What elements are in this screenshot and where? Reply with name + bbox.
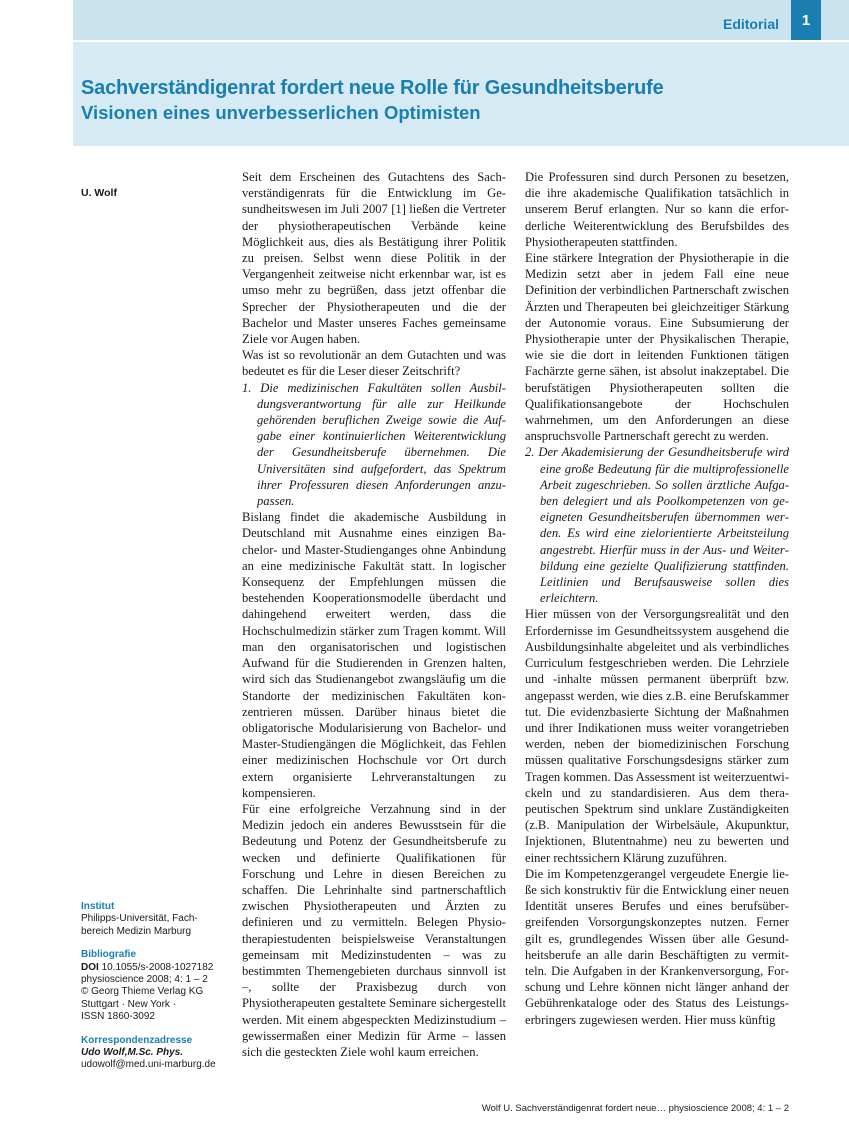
body-paragraph: Eine stärkere Integration der Physiotherapie in die Medizin setzt aber in jedem Fall eine neue Definition der verbindlichen Partnerschaft zwischen Ärzten und Therapeuten bei gleichzeitiger Stärkung der Autonomie voraus. Eine Subsumierung der Physiotherapie unter der Physikalischen Therapie, wie sie die dort in leitenden Funktionen tätigen Fachärzte gerne sähen, ist absolut inakzeptabel. Die berufstätigen Physiotherapeuten sollten die Qualifikationsangebote der Hochschulen wahrnehmen, um den Anforderungen an diese anspruchsvolle Partnerschaft gerecht zu werden. bbox=[525, 251, 789, 444]
doi-line bbox=[81, 962, 231, 974]
running-footer: Wolf U. Sachverständigenrat fordert neue… physioscience 2008; 4: 1 – 2 bbox=[481, 1103, 789, 1114]
correspondence-name: Udo Wolf,M.Sc. Phys. bbox=[81, 1047, 184, 1059]
thesis-list bbox=[525, 444, 789, 606]
body-paragraph: Hier müssen von der Versorgungsrealität und den Erfordernisse im Gesundheitssystem ausgehend die Ausbildungsinhalte abgeleitet und als verbindliches Curriculum festgeschrieben werden. Die Lehrziele und -inhalte müssen permanent überprüft bzw. angepasst werden, wie dies z.B. eine Berufskammer tut. Die evidenzbasierte Sichtung der Maßnahmen und ihrer Indikationen muss weiter vorangetrieben werden, neben der biomedizinischen Forschung müssen qualitative Forschungsdesigns stärker zum Tragen kommen. Das Assessment ist weiterzuentwickeln und zu standardisieren. Aus dem therapeutischen Spektrum sind unklare Zuständigkeiten (z.B. Manipulation der Wirbelsäule, Akupunktur, Injektionen, Blutentnahme) neu zu bewerten und einer rechtssichern Klärung zuzuführen. bbox=[525, 607, 789, 865]
body-column-left bbox=[242, 169, 506, 1060]
author-name: U. Wolf bbox=[81, 187, 117, 199]
thesis-list bbox=[242, 380, 506, 510]
bibliografie-heading: Bibliografie bbox=[81, 949, 137, 961]
publisher-location-line: Stuttgart · New York · bbox=[81, 998, 177, 1010]
body-paragraph: Bislang findet die akademische Ausbildung in Deutschland mit Ausnahme eines einzigen Bachelor- und Master-Studienganges ohne Anbindung an eine medizinische Fakultät statt. In logischer Konsequenz der Empfehlungen müssen die bestehenden Kooperationsmodelle überdacht und dahingehend erweitert werden, dass die Hochschulmedizin stärker zum Tragen kommt. Will man den organisatorischen und logistischen Aufwand für die Studierenden in Grenzen halten, wird sich das Studienangebot zwangsläufig um die Standorte der medizinischen Fakultäten konzentrieren müssen. Darüber hinaus bietet die obligatorische Modularisierung von Bachelor- und Master-Studiengängen die Möglichkeit, das Fehlen einer medizinischen Hochschule vor Ort durch extern organisierte Lehrveranstaltungen zu kompensieren. bbox=[242, 510, 506, 800]
body-paragraph: Seit dem Erscheinen des Gutachtens des Sachverständigenrats für die Entwicklung im Gesundheitswesen im Juli 2007 [1] ließen die Vertreter der physiotherapeutischen Verbände keine Möglichkeit aus, dies als Bestätigung ihrer Politik zu preisen. Selbst wenn diese Politik in der Vergangenheit zeitweise nicht erkennbar war, ist es umso mehr zu begrüßen, dass jetzt offenbar die Sprecher der Physiotherapeuten und die der Bachelor und Master unseres Faches gemeinsame Ziele vor Augen haben. bbox=[242, 170, 506, 347]
doi-label: DOI bbox=[81, 961, 99, 973]
institut-line: bereich Medizin Marburg bbox=[81, 925, 192, 937]
body-paragraph: Die im Kompetenzgerangel vergeudete Energie ließe sich konstruktiv für die Entwicklung einer neuen Identität unseres Berufes und eines berufsübergreifenden Vorsorgungskonzeptes nutzen. Ferner gilt es, grundlegendes Wissen über alle Gesundheitsberufe an alle darin Beschäftigten zu vermitteln. Die Aufgaben in der Krankenversorgung, Forschung und Lehre können nicht länger anhand der Gebührenkataloge oder des Status des Leistungserbringers zugewiesen werden. Hier muss künftig bbox=[525, 866, 789, 1027]
correspondence-email[interactable]: udowolf@med.uni-marburg.de bbox=[81, 1059, 216, 1071]
article-info-sidebar bbox=[81, 901, 231, 1083]
citation-line: physioscience 2008; 4: 1 – 2 bbox=[81, 974, 208, 986]
institut-block bbox=[81, 901, 231, 938]
article-title: Sachverständigenrat fordert neue Rolle für Gesundheitsberufe bbox=[81, 77, 664, 99]
correspondence-heading: Korrespondenzadresse bbox=[81, 1034, 193, 1046]
bibliografie-block bbox=[81, 949, 231, 1023]
section-label: Editorial bbox=[722, 16, 779, 32]
issn-line: ISSN 1860-3092 bbox=[81, 1011, 155, 1023]
correspondence-block bbox=[81, 1035, 231, 1072]
body-paragraph: Was ist so revolutionär an dem Gutachten und was bedeutet es für die Leser dieser Zeitschrift? bbox=[242, 348, 506, 379]
thesis-item-2: 2. Der Akademisierung der Gesundheitsberufe wird eine große Bedeutung für die multiprofessionelle Arbeit zugeschrieben. So sollen ärztliche Aufgaben delegiert und als Poolkompetenzen von geeigneten Gesundheitsberufen übernommen werden. Es wird eine zielorientierte Arbeitsteilung angestrebt. Hierfür muss in der Aus- und Weiterbildung eine gezielte Qualifizierung stattfinden. Leitlinien und Berufsausweise sollen dies erleichtern. bbox=[525, 445, 789, 606]
article-subtitle: Visionen eines unverbesserlichen Optimisten bbox=[81, 102, 481, 123]
publisher-line: © Georg Thieme Verlag KG bbox=[81, 986, 204, 998]
thesis-item-1: 1. Die medizinischen Fakultäten sollen Ausbildungsverantwortung für alle zur Heilkunde gehörenden beruflichen Zweige sowie die Aufgabe einer kontinuierlichen Weiterentwicklung der Gesundheitsberufe übernehmen. Die Universitäten sind aufgefordert, das Spektrum ihrer Professuren diesen Anforderungen anzupassen. bbox=[242, 380, 506, 509]
institut-line: Philipps-Universität, Fach- bbox=[81, 913, 198, 925]
doi-value[interactable]: 10.1055/s-2008-1027182 bbox=[101, 961, 214, 973]
header-band bbox=[73, 0, 849, 40]
body-paragraph: Die Professuren sind durch Personen zu besetzen, die ihre akademische Qualifikation tatsächlich in unserem Beruf erlangten. Nur so kann die erforderliche Weiterentwicklung des Berufsbildes des Physiotherapeuten stattfinden. bbox=[525, 170, 789, 249]
body-column-right bbox=[525, 169, 789, 1028]
institut-heading: Institut bbox=[81, 901, 115, 912]
body-paragraph: Für eine erfolgreiche Verzahnung sind in der Medizin jedoch ein anderes Bewusstsein für die Bedeutung und Potenz der Gesundheitsberufe zu wecken und definierte Qualifikationen für Forschung und Lehre in diesen Bereichen zu schaffen. Die Lehrinhalte sind partnerschaftlich zwischen Physiotherapeuten und Ärzten zu definieren und zu vermitteln. Belegen Physiotherapiestudenten beispielsweise Veranstaltungen gemeinsam mit Medizinstudenten – was zu bestimmten Themengebieten durchaus sinnvoll ist –, sollte der Praxisbezug durch von Physiotherapeuten gestaltete Seminare sichergestellt werden. Mit einem abgespeckten Medizinstudium – gewissermaßen einer Medizin für Arme – lassen sich die gesteckten Ziele wohl kaum erreichen. bbox=[242, 801, 506, 1059]
page-number-badge: 1 bbox=[791, 0, 821, 40]
